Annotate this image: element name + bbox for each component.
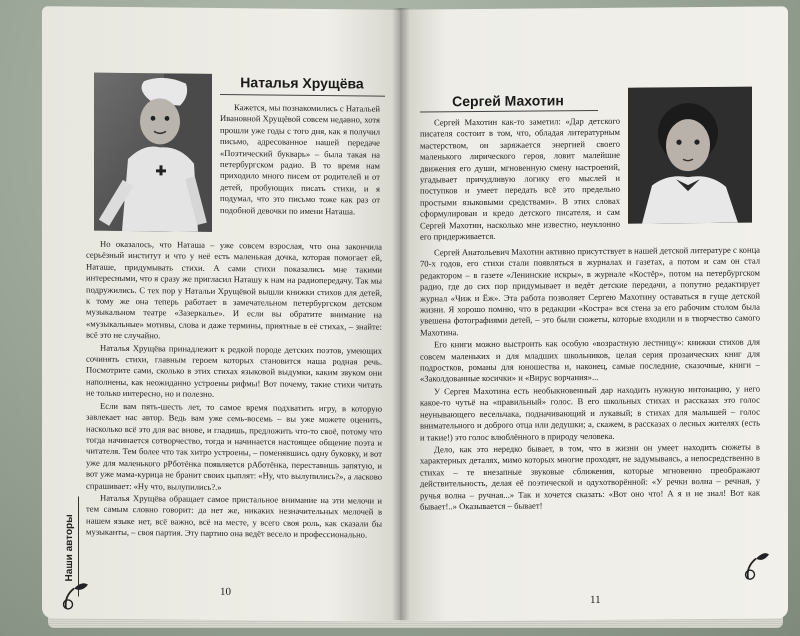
right-intro-text	[420, 116, 620, 244]
left-paragraph-3: Наталья Хрущёва принадлежит к редкой породе детских поэтов, умеющих сочинять стихи, главным героем которых становится наша родная речь. Посмотрите сами, сколько в этих стихах языковой выдумки, каким звуком они наполнены, как неожиданно устроены рифмы! Вот почему, такие стихи читать не только интересно, но и полезно.	[86, 342, 382, 400]
left-paragraph-1: Кажется, мы познакомились с Натальей Ивановной Хрущёвой совсем недавно, хотя прошли уже годы с того дня, как я получил письмо, адресованное нашей передаче «Поэтический букварь» – была такая на петербургском радио. В то время нам приходило много писем от родителей и от детей, пробующих писать стихи, и я подумал, что это письмо тоже как раз от подобной девочки по имени Наташа.	[220, 102, 380, 217]
leaf-ornament-icon	[60, 578, 90, 612]
left-paragraph-4: Если вам пять-шесть лет, то самое время подхватить игру, в которую завлекает нас автор. Ведь вам уже семь-восемь – вы уже можете оценить, насколько всё это для вас внове, и гладишь, предложить что-то своё, потому что тогда начинается сотворчество, тогда и начинается настоящее общение поэта и читателя. Тем более что так хитро устроены, – поменявшись одну буковку, и вот уже для маленького рРботёнка появляется рАботёнка, переставишь запятую, и вот уже мама-курица не бранит своих цыплят: «Ну, что вылупились?», а ласково спрашивает: «Ну что, вылупились?.»	[86, 400, 382, 492]
open-book	[42, 8, 787, 620]
left-paragraph-5: Наталья Хрущёва обращает самое пристальное внимание на эти мелочи и тем самым словно говорит: да нет же, никаких незначительных мелочей в нашем языке нет, всё важно, всё на месте, у всего своя роль, как сказали бы музыканты, – своя партия. Эту партию она ведёт весело и профессионально.	[86, 492, 382, 540]
book-gutter	[392, 8, 410, 620]
author-photo-khrushcheva	[94, 73, 212, 232]
right-page-number: 11	[590, 593, 601, 607]
left-intro-text	[220, 102, 380, 219]
leaf-ornament-right-icon	[740, 546, 770, 582]
author-photo-makhotin	[628, 87, 752, 224]
left-page-number: 10	[220, 585, 231, 599]
left-title-rule	[220, 94, 385, 97]
right-author-name: Сергей Махотин	[452, 92, 564, 110]
left-body-text	[86, 239, 382, 543]
side-section-label: Наши авторы	[64, 514, 75, 582]
right-page	[400, 6, 788, 621]
right-body-text	[420, 245, 760, 514]
boy-portrait-image	[628, 87, 752, 224]
right-paragraph-1: Сергей Махотин как-то заметил: «Дар детского писателя состоит в том, что, обладая литературным мастерством, он заряжается энергией своего маленького лирического героя, ловит малейшие движения его души, мгновенную смену настроений, угадывает причудливую логику его мыслей и поступков и умеет передать всё это предельно простыми языковыми средствами». В этих словах сформулирован и кредо детского писателя, и сам Сергей Махотин, насколько мне известно, неуклонно его придерживается.	[420, 115, 620, 242]
right-paragraph-3: Его книги можно выстроить как особую «возрастную лестницу»: книжки стихов для совсем маленьких и для младших школьников, целая серия прозаических книг для подростков, романы для юношества и, наконец, самые последние, сказочные, книги – «Заколдованные косички» и «Вирус ворчания»...	[420, 336, 760, 384]
left-page	[42, 6, 400, 622]
left-author-name: Наталья Хрущёва	[240, 74, 364, 92]
right-paragraph-5: Дело, как это нередко бывает, в том, что в жизни он умеет находить сюжеты в характерных деталях, мимо которых многие проходят, не задумываясь, а непосредственно в стихах – те внезапные звуковые сближения, которые мгновенно преображают действительность, делая её поэтической и одухотворённой: «У речки волна – речная, у ручья волна – ручная...» Так и хочется сказать: «Вот оно что! А я и не знал! Вот как бывает!..» Оказывается – бывает!	[420, 441, 760, 512]
right-title-rule	[420, 110, 598, 113]
right-paragraph-4: У Сергея Махотина есть необыкновенный дар находить нужную интонацию, у него какое-то чутьё на «правильный» голос. В его школьных стихах и рассказах это голос неунывающего весельчака, подначивающий и лукавый; в стихах для малышей – голос внимательного и доброго отца или дедушки; а, скажем, в рассказах о лесных жителях (есть и такие!) это голос влюблённого в природу человека.	[420, 383, 760, 443]
girl-in-nurse-costume-image	[94, 73, 212, 232]
right-paragraph-2: Сергей Анатольевич Махотин активно присутствует в нашей детской литературе с конца 70-х годов, его стихи стали появляться в журналах и газетах, а потом и сам он стал редактором – в газете «Ленинские искры», в журнале «Костёр», потом на петербургском радио, где до сих пор придумывает и ведёт детские передачи, а попутно редактирует журнал «Чиж и Ёж». Эта работа позволяет Сергею Махотину оставаться в гуще детской жизни. Я хорошо помню, что в редакции «Костра» вся стена за его рабочим столом была увешена фотографиями детей, – это были сюжеты, которые входили и в творчество самого Махотина.	[420, 244, 760, 338]
left-paragraph-2: Но оказалось, что Наташа – уже совсем взрослая, что она закончила серьёзный институт и что у неё есть маленькая дочка, которая помогает ей, Наташе, придумывать стихи. А сами стихи показались мне такими интересными, что я сразу же пригласил Наташу к нам на радиопередачу. Так мы подружились. С тех пор у Натальи Хрущёвой вышли книжки стихов для детей, к тому же она теперь работает в замечательном петербургском детском музыкальном театре «Зазеркалье». И если вы обратите внимание на «музыкальные» мотивы, слова и даже термины, приятные в её стихах, – знайте: всё это не случайно.	[86, 238, 382, 341]
